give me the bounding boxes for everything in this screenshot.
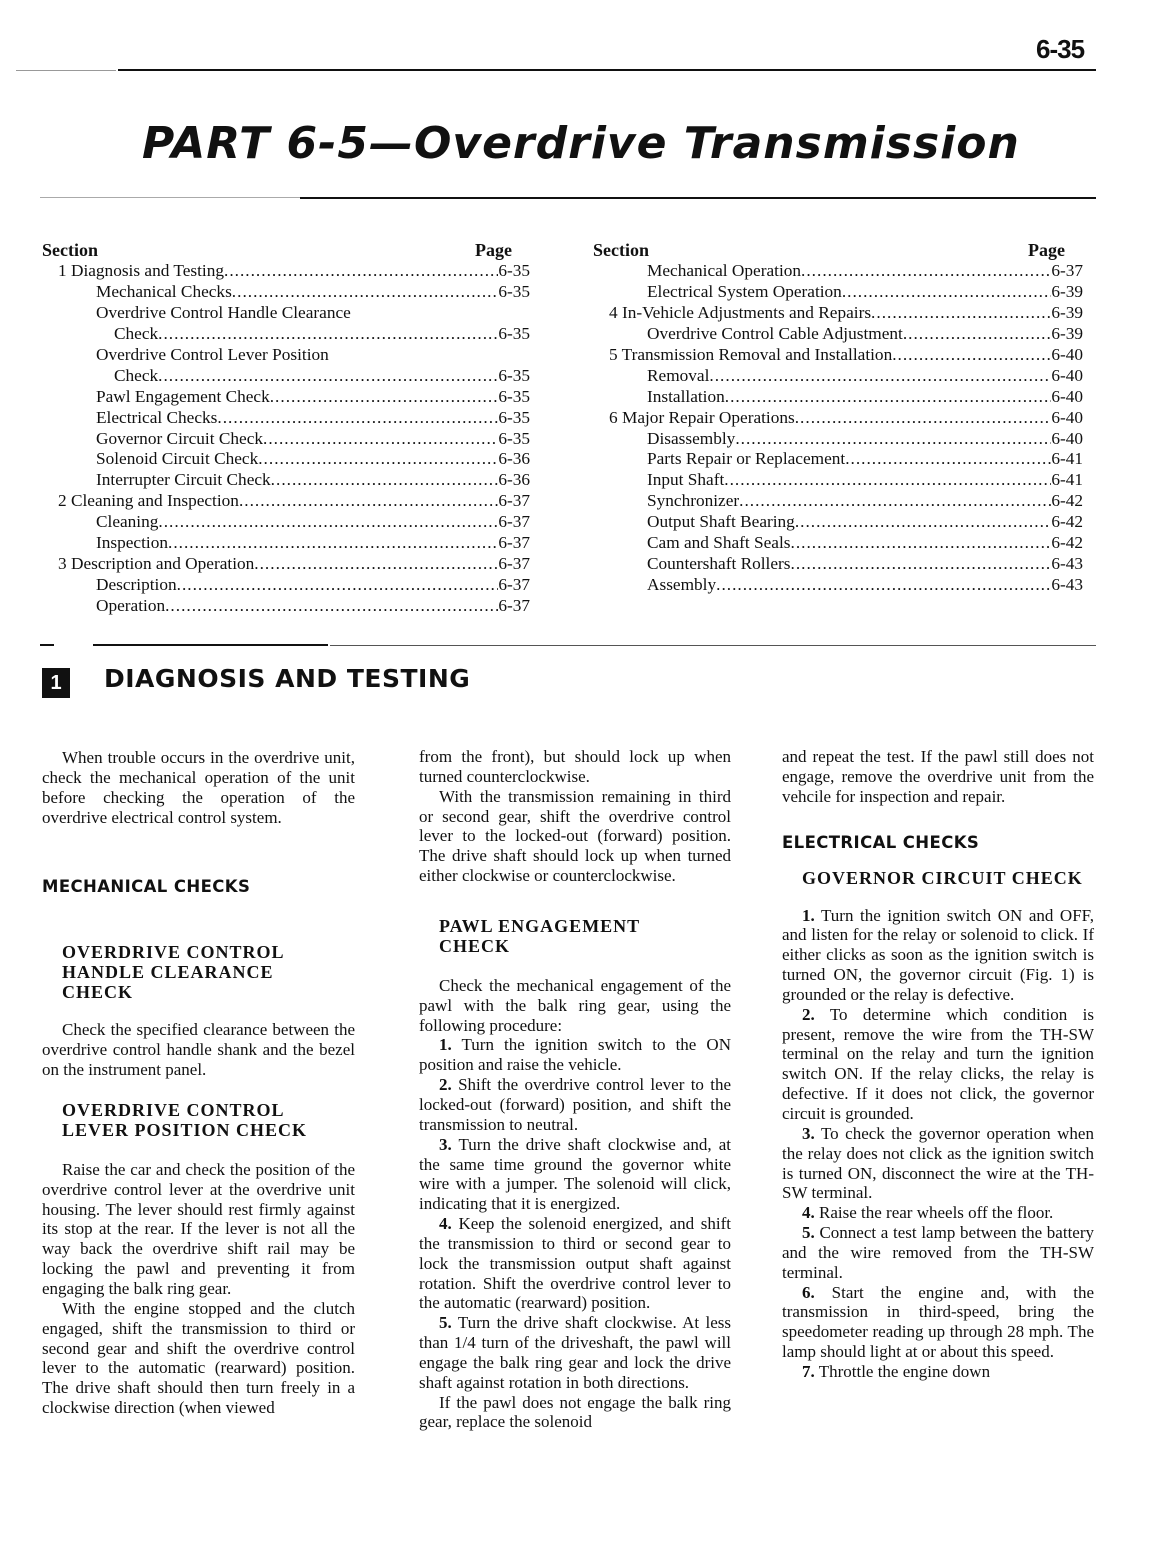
toc-entry-page: 6-39 xyxy=(1051,323,1083,343)
step-text: Turn the ignition switch to the ON position and raise the vehicle. xyxy=(419,1035,731,1075)
toc-leader-dots xyxy=(801,261,1051,282)
toc-entry-label: 2 Cleaning and Inspection xyxy=(58,491,239,511)
heading-line: HANDLE CLEARANCE xyxy=(62,962,274,983)
pawl-intro-paragraph: Check the mechanical engagement of the pawl with the balk ring gear, using the following procedure: xyxy=(419,975,731,1035)
toc-leader-dots xyxy=(168,533,498,554)
toc-leader-dots xyxy=(232,282,499,303)
title-rule xyxy=(300,197,1096,199)
toc-entry xyxy=(42,387,530,408)
step-text: Turn the drive shaft clockwise and, at the same time ground the governor white wire with a jumper. The solenoid will click, indicating that it is energized. xyxy=(419,1134,731,1214)
toc-entry xyxy=(42,491,530,512)
procedure-step xyxy=(782,1283,1094,1362)
toc-leader-dots xyxy=(239,491,498,512)
toc-entry-page: 6-37 xyxy=(498,512,530,532)
lever-position-paragraph: Raise the car and check the position of the overdrive control lever at the overdrive unit housing. The lever should rest firmly against its stop at the rear. If the lever is not all the way back the overdrive shift rail may be locking the pawl and preventing it from engaging the balk ring gear. xyxy=(42,1159,355,1298)
toc-entry-page: 6-35 xyxy=(498,323,530,343)
toc-entry-label: Inspection xyxy=(96,533,168,553)
toc-left-header xyxy=(42,240,530,262)
toc-entry xyxy=(593,470,1083,491)
heading-line: LEVER POSITION CHECK xyxy=(62,1119,308,1140)
toc-entry-page: 6-37 xyxy=(1051,261,1083,280)
toc-entry xyxy=(593,303,1083,324)
toc-entry-page: 6-35 xyxy=(498,407,530,427)
toc-entry-page: 6-37 xyxy=(498,554,530,574)
step-text: Shift the overdrive control lever to the locked-out (forward) position, and shift the transmission to neutral. xyxy=(419,1075,731,1134)
continued-paragraph: from the front), but should lock up when turned counterclockwise. xyxy=(419,747,731,786)
toc-entry xyxy=(42,324,530,345)
toc-entry-label: Assembly xyxy=(647,575,717,595)
lever-position-paragraph-2: With the engine stopped and the clutch engaged, shift the transmission to third or second gear and shift the overdrive control lever to the automatic (rearward) position. The drive shaft should then turn freely in a clockwise direction (when viewed xyxy=(42,1298,355,1418)
column-3 xyxy=(782,747,1094,1382)
toc-entry xyxy=(42,429,530,450)
toc-entry-label: Synchronizer xyxy=(647,491,740,511)
toc-leader-dots xyxy=(903,324,1051,345)
toc-entry-page: 6-36 xyxy=(498,449,530,469)
toc-entry xyxy=(42,533,530,554)
step-text: To determine which condition is present, remove the wire from the TH-SW terminal on the relay and turn the ignition switch ON. If the relay clicks, the relay is defective. If it does not click, the governor circuit is grounded. xyxy=(782,1004,1095,1123)
title-rule-faint xyxy=(40,197,300,198)
toc-entry-label: Input Shaft xyxy=(647,470,725,490)
toc-entry-label: 3 Description and Operation xyxy=(58,554,255,574)
step-text: To check the governor operation when the relay does not click as the ignition switch is turned ON, disconnect the wire at the TH-SW terminal. xyxy=(782,1123,1094,1203)
step-text: Turn the drive shaft clockwise. At less than 1/4 turn of the driveshaft, the pawl will engage the balk ring gear and lock the drive shaft against rotation in both directions. xyxy=(419,1313,731,1392)
toc-leader-dots xyxy=(254,554,498,575)
toc-leader-dots xyxy=(224,261,498,282)
toc-entry-page: 6-37 xyxy=(498,491,530,511)
toc-leader-dots xyxy=(716,575,1051,596)
toc-entry xyxy=(593,554,1083,575)
step-text: Turn the ignition switch ON and OFF, and listen for the relay or solenoid to click. If either clicks as soon as the ignition switch is turned ON, the governor circuit (Fig. 1) is grounded or the relay is defective. xyxy=(782,905,1094,1004)
toc-entry xyxy=(593,282,1083,303)
toc-entry-page: 6-42 xyxy=(1051,512,1083,532)
procedure-step xyxy=(419,1214,731,1313)
toc-entry-label: Disassembly xyxy=(647,428,736,448)
heading-line: PAWL ENGAGEMENT xyxy=(439,915,641,936)
toc-leader-dots xyxy=(725,387,1052,408)
toc-entry-label: Mechanical Checks xyxy=(96,281,232,301)
toc-entry-page: 6-37 xyxy=(498,533,530,553)
procedure-step xyxy=(419,1313,731,1392)
toc-entry xyxy=(42,470,530,491)
toc-entry-page: 6-35 xyxy=(498,386,530,406)
toc-entry xyxy=(593,366,1083,387)
toc-entry-label: Parts Repair or Replacement xyxy=(647,449,846,469)
toc-entry xyxy=(42,449,530,470)
procedure-step xyxy=(419,1075,731,1135)
intro-paragraph: When trouble occurs in the overdrive unit, check the mechanical operation of the unit before checking the operation of the overdrive electrical control system. xyxy=(42,748,355,827)
toc-leader-dots xyxy=(158,324,498,345)
toc-entry xyxy=(42,408,530,429)
toc-entry-page: 6-35 xyxy=(498,261,530,280)
toc-entry-label: 6 Major Repair Operations xyxy=(609,407,795,427)
continued-paragraph: and repeat the test. If the pawl still does not engage, remove the overdrive unit from the vehcile for inspection and repair. xyxy=(782,747,1094,806)
step-text: Keep the solenoid energized, and shift the transmission to third or second gear to lock the transmission output shaft against rotation. Shift the overdrive control lever to the automatic (rearward) position. xyxy=(419,1214,731,1313)
header-rule-faint xyxy=(16,70,116,71)
toc-entry xyxy=(42,345,530,366)
toc-entry-label: Electrical Checks xyxy=(96,407,218,427)
pawl-engagement-heading xyxy=(439,916,731,956)
toc-leader-dots xyxy=(158,512,498,533)
heading-line: CHECK xyxy=(62,982,134,1003)
heading-line: CHECK xyxy=(439,935,511,956)
procedure-step xyxy=(419,1035,731,1075)
toc-right xyxy=(593,240,1083,596)
step-number: 3. xyxy=(439,1134,452,1154)
toc-entry xyxy=(593,429,1083,450)
toc-entry-label: 4 In-Vehicle Adjustments and Repairs xyxy=(609,302,872,322)
toc-leader-dots xyxy=(270,387,499,408)
part-title: PART 6-5—Overdrive Transmission xyxy=(142,118,1020,169)
toc-entry-page: 6-39 xyxy=(1051,281,1083,301)
procedure-step xyxy=(782,1223,1094,1283)
toc-entry xyxy=(593,387,1083,408)
toc-leader-dots xyxy=(842,282,1051,303)
step-number: 4. xyxy=(802,1203,815,1223)
toc-section-header: Section xyxy=(593,240,649,260)
toc-leader-dots xyxy=(709,366,1051,387)
step-number: 5. xyxy=(802,1223,815,1243)
toc-entry xyxy=(593,512,1083,533)
toc-leader-dots xyxy=(795,512,1051,533)
toc-entry-label: Operation xyxy=(96,596,166,615)
toc-entry-page: 6-35 xyxy=(498,428,530,448)
toc-entry-label: Electrical System Operation xyxy=(647,281,842,301)
toc-entry xyxy=(593,533,1083,554)
toc-entry-label: Governor Circuit Check xyxy=(96,428,264,448)
toc-page-header: Page xyxy=(475,240,512,260)
toc-rule-tick xyxy=(40,644,54,646)
toc-entry-page: 6-40 xyxy=(1051,365,1083,385)
column-1 xyxy=(42,748,355,1418)
toc-leader-dots xyxy=(158,366,498,387)
toc-leader-dots xyxy=(724,470,1051,491)
toc-leader-dots xyxy=(258,449,498,470)
heading-line: OVERDRIVE CONTROL xyxy=(62,942,285,963)
toc-rule-left xyxy=(93,644,328,646)
toc-entry-page: 6-41 xyxy=(1051,470,1083,490)
toc-entry xyxy=(42,282,530,303)
toc-entry-label: Overdrive Control Handle Clearance xyxy=(96,302,351,322)
toc-entry xyxy=(593,408,1083,429)
step-text: Connect a test lamp between the battery and the wire removed from the TH-SW terminal. xyxy=(782,1223,1095,1282)
toc-entry xyxy=(42,596,530,617)
toc-leader-dots xyxy=(263,429,498,450)
column-2 xyxy=(419,747,731,1432)
toc-right-header xyxy=(593,240,1083,262)
toc-leader-dots xyxy=(871,303,1051,324)
toc-entry-label: 5 Transmission Removal and Installation xyxy=(609,344,893,364)
step-number: 3. xyxy=(802,1123,815,1143)
mechanical-checks-heading: MECHANICAL CHECKS xyxy=(42,877,251,897)
step-number: 4. xyxy=(439,1214,452,1234)
toc-leader-dots xyxy=(892,345,1051,366)
toc-entry-page: 6-37 xyxy=(498,575,530,595)
step-number: 2. xyxy=(439,1075,452,1095)
toc-leader-dots xyxy=(217,408,498,429)
handle-clearance-paragraph: Check the specified clearance between the overdrive control handle shank and the bezel on the instrument panel. xyxy=(42,1020,355,1080)
toc-entry xyxy=(42,554,530,575)
toc-entry xyxy=(593,449,1083,470)
section-number-badge: 1 xyxy=(42,668,70,698)
step-number: 6. xyxy=(802,1282,815,1302)
procedure-step xyxy=(782,1362,1094,1382)
toc-entry-label: Solenoid Circuit Check xyxy=(96,449,259,469)
toc-entry-page: 6-39 xyxy=(1051,302,1083,322)
section-title: DIAGNOSIS AND TESTING xyxy=(104,664,471,693)
step-text: Start the engine and, with the transmission in third-speed, bring the speedometer reading up through 28 mph. The lamp should light at or about this speed. xyxy=(782,1282,1095,1362)
toc-entry-label: Cleaning xyxy=(96,512,159,532)
toc-entry xyxy=(42,261,530,282)
heading-line: OVERDRIVE CONTROL xyxy=(62,1099,285,1120)
toc-entry xyxy=(42,366,530,387)
step-text: Raise the rear wheels off the floor. xyxy=(819,1203,1054,1223)
step-number: 1. xyxy=(439,1035,452,1055)
toc-rule-right xyxy=(330,645,1096,646)
toc-entry-label: Overdrive Control Lever Position xyxy=(96,344,329,364)
page-number: 6-35 xyxy=(1036,34,1085,64)
toc-entry-label: Pawl Engagement Check xyxy=(96,386,270,406)
governor-circuit-heading: GOVERNOR CIRCUIT CHECK xyxy=(802,867,1083,888)
toc-leader-dots xyxy=(271,470,499,491)
toc-entry-label: Installation xyxy=(647,386,725,406)
procedure-step xyxy=(419,1135,731,1214)
electrical-checks-heading: ELECTRICAL CHECKS xyxy=(782,832,980,852)
header-rule xyxy=(118,69,1096,71)
toc-entry-label: Check xyxy=(114,323,159,343)
toc-entry xyxy=(593,491,1083,512)
toc-section-header: Section xyxy=(42,240,98,260)
procedure-step xyxy=(782,1124,1094,1203)
toc-leader-dots xyxy=(795,408,1052,429)
procedure-step xyxy=(782,1005,1094,1124)
toc-leader-dots xyxy=(177,575,499,596)
toc-entry-page: 6-36 xyxy=(498,470,530,490)
toc-entry-page: 6-40 xyxy=(1051,428,1083,448)
toc-entry-page: 6-40 xyxy=(1051,386,1083,406)
toc-entry-label: Output Shaft Bearing xyxy=(647,512,795,532)
toc-entry xyxy=(593,345,1083,366)
toc-entry-label: Check xyxy=(114,365,159,385)
toc-entry-page: 6-42 xyxy=(1051,491,1083,511)
toc-entry-label: Removal xyxy=(647,365,710,385)
toc-entry-page: 6-35 xyxy=(498,365,530,385)
toc-entry-label: 1 Diagnosis and Testing xyxy=(58,261,224,280)
toc-leader-dots xyxy=(791,554,1052,575)
remaining-gear-paragraph: With the transmission remaining in third or second gear, shift the overdrive control lever to the locked-out (forward) position. The drive shaft should lock up when turned either clockwise or counterclockwise. xyxy=(419,786,731,886)
toc-entry-page: 6-40 xyxy=(1051,407,1083,427)
step-number: 7. xyxy=(802,1361,815,1381)
toc-entry xyxy=(593,324,1083,345)
toc-entry-page: 6-37 xyxy=(498,596,530,615)
step-number: 5. xyxy=(439,1313,452,1333)
toc-entry xyxy=(42,303,530,324)
pawl-final-paragraph: If the pawl does not engage the balk ring gear, replace the solenoid xyxy=(419,1392,731,1432)
toc-entry-label: Description xyxy=(96,575,177,595)
lever-position-heading xyxy=(62,1100,355,1140)
toc-left xyxy=(42,240,530,617)
toc-leader-dots xyxy=(735,429,1051,450)
toc-entry xyxy=(42,512,530,533)
handle-clearance-heading xyxy=(62,942,355,1002)
toc-entry-page: 6-40 xyxy=(1051,344,1083,364)
step-number: 2. xyxy=(802,1004,815,1024)
toc-page-header: Page xyxy=(1028,240,1065,260)
procedure-step xyxy=(782,906,1094,1005)
procedure-step xyxy=(782,1203,1094,1223)
toc-entry-label: Mechanical Operation xyxy=(647,261,802,280)
toc-entry-label: Interrupter Circuit Check xyxy=(96,470,271,490)
toc-entry-page: 6-35 xyxy=(498,281,530,301)
toc-entry-label: Countershaft Rollers xyxy=(647,554,791,574)
toc-entry-page: 6-42 xyxy=(1051,533,1083,553)
toc-entry-label: Cam and Shaft Seals xyxy=(647,533,791,553)
toc-leader-dots xyxy=(845,449,1051,470)
toc-entry xyxy=(593,261,1083,282)
toc-entry-page: 6-43 xyxy=(1051,575,1083,595)
toc-leader-dots xyxy=(165,596,498,617)
toc-entry xyxy=(593,575,1083,596)
toc-entry-label: Overdrive Control Cable Adjustment xyxy=(647,323,903,343)
toc-leader-dots xyxy=(739,491,1051,512)
toc-entry xyxy=(42,575,530,596)
toc-entry-page: 6-41 xyxy=(1051,449,1083,469)
toc-leader-dots xyxy=(791,533,1052,554)
toc-entry-page: 6-43 xyxy=(1051,554,1083,574)
step-number: 1. xyxy=(802,905,815,925)
step-text: Throttle the engine down xyxy=(818,1361,991,1381)
